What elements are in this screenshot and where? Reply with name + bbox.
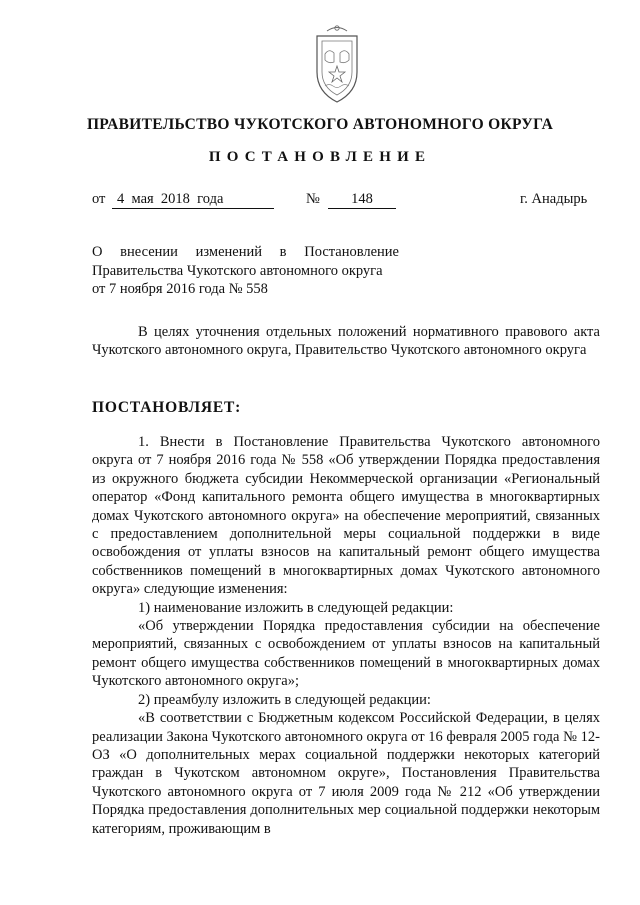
city: г. Анадырь (520, 191, 588, 207)
number-field (328, 191, 396, 209)
coat-of-arms-emblem (303, 22, 371, 106)
number-value: 148 (351, 191, 373, 207)
document-subject (92, 243, 399, 299)
decree-heading: ПОСТАНОВЛЯЕТ: (92, 399, 242, 416)
document-type-title: ПОСТАНОВЛЕНИЕ (208, 149, 432, 165)
subject-line-2: Правительства Чукотского автономного округа (92, 262, 383, 279)
item-1-paragraph: 1. Внести в Постановление Правительства Чукотского автономного округа от 7 ноября 2016 года № 558 «Об утверждении Порядка предоставления из окружного бюджета субсидии Некоммерческой организации «Региональный оператор «Фонд капитального ремонта общего имущества в многоквартирных домах Чукотского автономного округа» на обеспечение мероприятий, связанных с предоставлением дополнительной меры социальной поддержки в виде освобождения от уплаты взносов на капитальный ремонт общего имущества собственников помещений в многоквартирных домах Чукотского автономного округа» следующие изменения: (92, 434, 600, 598)
date-prefix: от (92, 191, 106, 207)
government-title: ПРАВИТЕЛЬСТВО ЧУКОТСКОГО АВТОНОМНОГО ОКРУГА (86, 116, 554, 133)
subject-line-3: от 7 ноября 2016 года № 558 (92, 281, 268, 297)
quote-2-paragraph: «В соответствии с Бюджетным кодексом Российской Федерации, в целях реализации Закона Чукотского автономного округа от 16 февраля 2005 года № 12-ОЗ «О дополнительных мерах социальной поддержки некоторых категорий граждан в Чукотском автономном округе», Постановления Правительства Чукотского автономного округа от 7 июля 2009 года № 212 «Об утверждении Порядка предоставления дополнительных мер социальной поддержки некоторым категориям, проживающим в (92, 710, 600, 837)
preamble-paragraph: В целях уточнения отдельных положений нормативного правового акта Чукотского автономного округа, Правительство Чукотского автономного округа (92, 324, 600, 359)
document-body (92, 433, 600, 838)
date-field (112, 191, 274, 209)
number-prefix: № (306, 191, 320, 207)
quote-1-paragraph: «Об утверждении Порядка предоставления субсидии на обеспечение мероприятий, связанных с освобождением от уплаты взносов на капитальный ремонт общего имущества собственников помещений в многоквартирных домах Чукотского автономного округа»; (92, 618, 600, 690)
subitem-1-paragraph: 1) наименование изложить в следующей редакции: (138, 599, 454, 616)
date-value: 4 мая 2018 года (117, 191, 224, 207)
subject-line-1: О внесении изменений в Постановление (92, 244, 399, 260)
coat-of-arms-icon (303, 22, 371, 106)
subitem-2-paragraph: 2) преамбулу изложить в следующей редакции: (138, 691, 431, 708)
